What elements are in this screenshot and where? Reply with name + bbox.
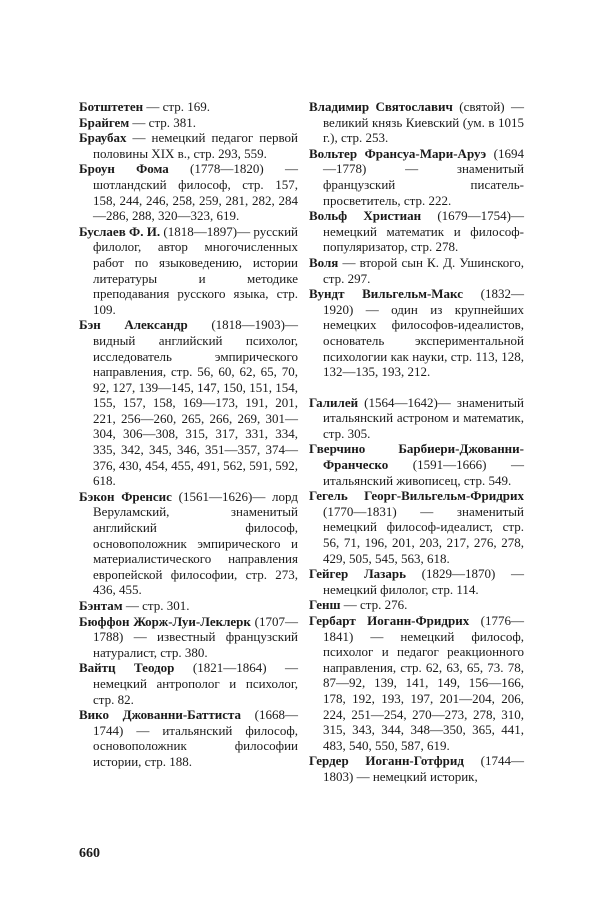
- entry-name: Вольф Христиан: [309, 208, 422, 224]
- index-entry: [309, 255, 524, 286]
- entry-text: (1668—1744) — итальянский философ, основоположник философии истории, стр. 188.: [93, 707, 298, 769]
- index-entry: [309, 597, 524, 613]
- index-entry: [79, 130, 298, 161]
- index-entry: [309, 753, 524, 784]
- entry-name: Гегель Георг-Вильгельм-Фридрих: [309, 488, 524, 504]
- entry-text: (1776—1841) — немецкий философ, психолог и педагог реакционного направления, стр. 62, 63, 65, 73. 78, 87—92, 139, 141, 149, 156—166, 178, 192, 193, 197, 201—204, 206, 224, 251—254, 270—273, 278, 310, 315, 343, 344, 348—350, 365, 441, 483, 540, 550, 587, 619.: [323, 613, 524, 753]
- entry-name: Бэнтам: [79, 598, 123, 613]
- entry-text: (1832—1920) — один из крупнейших немецких философов-идеалистов, основатель экспериментальной психологии как науки, стр. 113, 128, 132—135, 193, 212.: [323, 286, 524, 380]
- entry-name: Вундт Вильгельм-Макс: [309, 286, 463, 302]
- index-entry: [79, 99, 298, 115]
- index-entry: [79, 660, 298, 707]
- entry-text: — второй сын К. Д. Ушинского, стр. 297.: [323, 254, 524, 286]
- entry-name: Галилей: [309, 394, 359, 410]
- entry-text: (1818—1903)— видный английский психолог, исследователь эмпирического направления, стр. 56, 60, 62, 65, 70, 92, 127, 139—145, 147, 150, 151, 154, 155, 157, 158, 169—173, 191, 201, 221, 256—260, 265, 266, 269, 301—304, 306—308, 315, 317, 331, 334, 335, 342, 345, 346, 351—357, 374—376, 430, 454, 455, 491, 562, 591, 592, 618.: [93, 317, 298, 489]
- entry-name: Ботштетен: [79, 99, 144, 114]
- index-column-left: [79, 99, 298, 770]
- entry-name: Бюффон Жорж-Луи-Леклерк: [79, 613, 251, 629]
- entry-name: Гердер Иоганн-Готфрид: [309, 753, 464, 769]
- index-entry: [309, 286, 524, 380]
- index-entry: [309, 146, 524, 208]
- index-entry: [309, 395, 524, 442]
- index-entry: [309, 566, 524, 597]
- page-number: 660: [79, 846, 100, 861]
- entry-text: (1829—1870) — немецкий филолог, стр. 114.: [323, 566, 524, 597]
- entry-name: Владимир Святославич: [309, 99, 453, 114]
- entry-text: (1770—1831) — знаменитый немецкий философ-идеалист, стр. 56, 71, 196, 201, 203, 217, 276, 278, 429, 505, 545, 563, 618.: [323, 503, 524, 566]
- entry-name: Гербарт Иоганн-Фридрих: [309, 613, 470, 628]
- index-entry: [309, 99, 524, 146]
- entry-name: Вайтц Теодор: [79, 660, 175, 676]
- entry-name: Броун Фома: [79, 161, 169, 177]
- entry-name: Гверчино Барбиери-Джованни-Франческо: [309, 441, 524, 473]
- entry-text: (1679—1754)— немецкий математик и философ-популяризатор, стр. 278.: [323, 208, 524, 255]
- index-entry: [309, 441, 524, 488]
- entry-name: Гейгер Лазарь: [309, 566, 406, 582]
- entry-name: Браубах: [79, 130, 127, 146]
- entry-text: (1694—1778) — знаменитый французский писатель-просветитель, стр. 222.: [323, 145, 524, 208]
- entry-text: (1778—1820) — шотландский философ, стр. 157, 158, 244, 246, 258, 259, 281, 282, 284—286, 288, 320—323, 619.: [93, 161, 298, 224]
- index-entry: [309, 208, 524, 255]
- entry-text: — стр. 169.: [143, 99, 210, 114]
- entry-text: (святой) — великий князь Киевский (ум. в 1015 г.), стр. 253.: [323, 99, 525, 146]
- entry-text: — немецкий педагог первой половины XIX в., стр. 293, 559.: [93, 130, 298, 161]
- entry-name: Воля: [309, 254, 339, 270]
- index-entry: [79, 115, 298, 131]
- entry-text: — стр. 381.: [129, 114, 197, 130]
- entry-name: Брайгем: [79, 114, 130, 130]
- entry-text: — стр. 301.: [122, 598, 190, 613]
- entry-text: (1821—1864) — немецкий антрополог и психолог, стр. 82.: [93, 660, 298, 707]
- index-entry: [309, 488, 524, 566]
- entry-text: — стр. 276.: [340, 597, 408, 613]
- index-entry: [79, 489, 298, 598]
- index-entry: [79, 598, 298, 614]
- index-entry: [79, 317, 298, 489]
- index-entry: [309, 613, 524, 753]
- entry-name: Бэкон Френсис: [79, 488, 172, 504]
- entry-text: (1707—1788) — известный французский натуралист, стр. 380.: [93, 613, 298, 660]
- letter-section-gap: [309, 380, 524, 395]
- index-entry: [79, 161, 298, 223]
- index-entry: [79, 614, 298, 661]
- entry-name: Генш: [309, 597, 341, 613]
- entry-name: Бэн Александр: [79, 317, 188, 333]
- entry-name: Вольтер Франсуа-Мари-Аруэ: [309, 145, 487, 161]
- index-entry: [79, 224, 298, 318]
- index-column-right: [309, 99, 524, 785]
- index-entry: [79, 707, 298, 769]
- entry-text: (1591—1666) — итальянский живописец, стр. 549.: [323, 457, 524, 488]
- entry-text: (1744—1803) — немецкий историк,: [323, 753, 524, 784]
- entry-text: (1561—1626)— лорд Веруламский, знаменитый английский философ, основоположник эмпирического и материалистического направления европейской философии, стр. 273, 436, 455.: [93, 488, 298, 598]
- entry-name: Буслаев Ф. И.: [79, 223, 161, 239]
- entry-text: (1818—1897)— русский филолог, автор многочисленных работ по языковедению, истории литературы и методике преподавания русского языка, стр. 109.: [93, 223, 298, 317]
- entry-text: (1564—1642)— знаменитый итальянский астроном и математик, стр. 305.: [323, 394, 524, 441]
- entry-name: Вико Джованни-Баттиста: [79, 707, 242, 723]
